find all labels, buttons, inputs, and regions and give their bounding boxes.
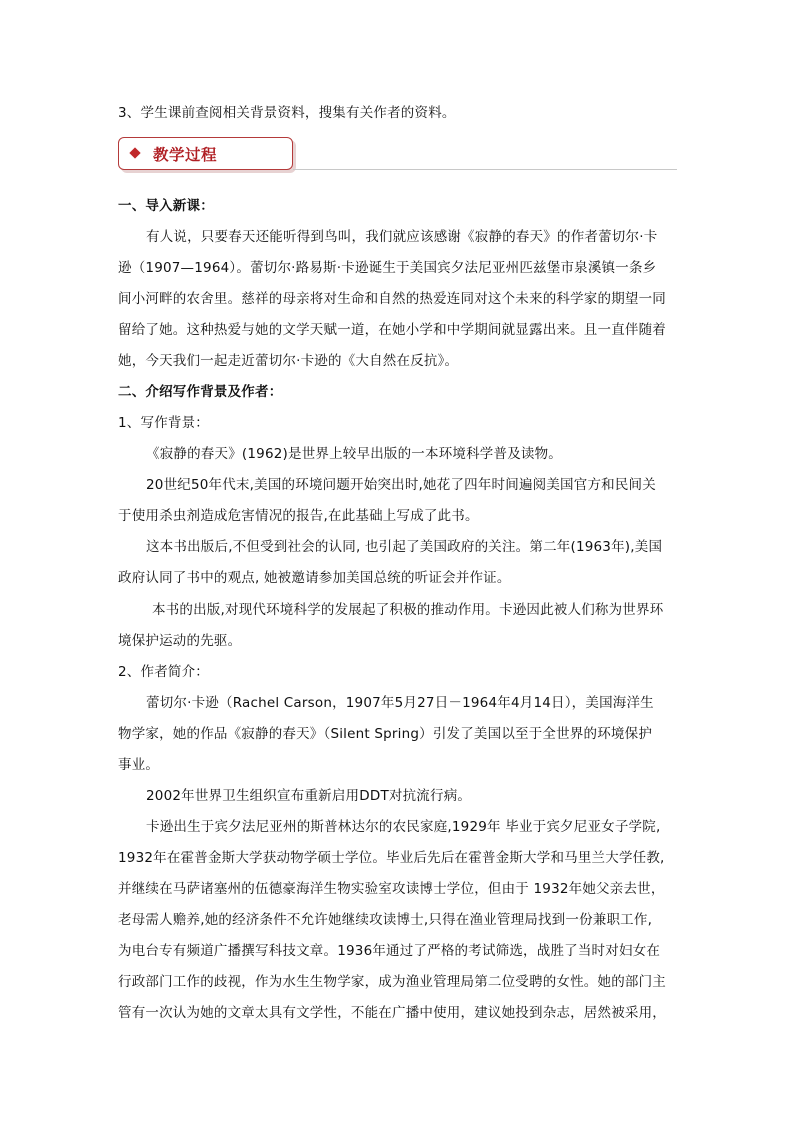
paragraph-line: 政府认同了书中的观点, 她被邀请参加美国总统的听证会并作证。: [118, 570, 511, 586]
paragraph-line: 蕾切尔·卡逊（Rachel Carson，1907年5月27日－1964年4月14日），美国海洋生: [146, 695, 654, 711]
subheading-author: 2、作者简介：: [118, 664, 209, 680]
subheading-background: 1、写作背景：: [118, 415, 209, 431]
paragraph-line: 为电台专有频道广播撰写科技文章。1936年通过了严格的考试筛选，战胜了当时对妇女在: [118, 943, 661, 959]
paragraph-line: 1932年在霍普金斯大学获动物学硕士学位。毕业后先后在霍普金斯大学和马里兰大学任教,: [118, 850, 665, 866]
diamond-bullet-icon: [129, 147, 140, 158]
paragraph-line: 本书的出版,对现代环境科学的发展起了积极的推动作用。卡逊因此被人们称为世界环: [152, 602, 664, 618]
section-title: 教学过程: [153, 146, 218, 164]
paragraph-line: 并继续在马萨诸塞州的伍德豪海洋生物实验室攻读博士学位，但由于 1932年她父亲去世，: [118, 881, 665, 897]
prep-item-3: 3、学生课前查阅相关背景资料，搜集有关作者的资料。: [118, 105, 456, 121]
paragraph-line: 有人说，只要春天还能听得到鸟叫，我们就应该感谢《寂静的春天》的作者蕾切尔·卡: [146, 229, 658, 245]
paragraph-line: 行政部门工作的歧视，作为水生生物学家，成为渔业管理局第二位受聘的女性。她的部门主: [118, 974, 666, 990]
paragraph-line: 这本书出版后,不但受到社会的认同, 也引起了美国政府的关注。第二年(1963年),美国: [146, 539, 663, 555]
section-header: [118, 137, 293, 170]
paragraph-line: 2002年世界卫生组织宣布重新启用DDT对抗流行病。: [146, 788, 472, 804]
paragraph-line: 境保护运动的先驱。: [118, 633, 242, 649]
paragraph-line: 物学家，她的作品《寂静的春天》（Silent Spring）引发了美国以至于全世界的环境保护: [118, 726, 653, 742]
paragraph-line: 管有一次认为她的文章太具有文学性，不能在广播中使用，建议她投到杂志，居然被采用，: [118, 1005, 666, 1021]
heading-background-author: 二、介绍写作背景及作者：: [118, 384, 283, 400]
paragraph-line: 20世纪50年代末,美国的环境问题开始突出时,她花了四年时间遍阅美国官方和民间关: [146, 477, 656, 493]
paragraph-line: 留给了她。这种热爱与她的文学天赋一道，在她小学和中学期间就显露出来。且一直伴随着: [118, 322, 666, 338]
paragraph-line: 老母需人赡养,她的经济条件不允许她继续攻读博士,只得在渔业管理局找到一份兼职工作,: [118, 912, 653, 928]
paragraph-line: 于使用杀虫剂造成危害情况的报告,在此基础上写成了此书。: [118, 508, 479, 524]
paragraph-line: 逊（1907—1964）。蕾切尔·路易斯·卡逊诞生于美国宾夕法尼亚州匹兹堡市泉溪镇一条乡: [118, 260, 657, 276]
paragraph-line: 间小河畔的农舍里。慈祥的母亲将对生命和自然的热爱连同对这个未来的科学家的期望一同: [118, 291, 666, 307]
paragraph-line: 她，今天我们一起走近蕾切尔·卡逊的《大自然在反抗》。: [118, 353, 459, 369]
paragraph-line: 《寂静的春天》(1962)是世界上较早出版的一本环境科学普及读物。: [146, 446, 562, 462]
paragraph-line: 事业。: [118, 757, 160, 773]
section-divider: [293, 169, 677, 170]
heading-intro: 一、导入新课：: [118, 198, 214, 214]
paragraph-line: 卡逊出生于宾夕法尼亚州的斯普林达尔的农民家庭,1929年 毕业于宾夕尼亚女子学院,: [146, 819, 661, 835]
